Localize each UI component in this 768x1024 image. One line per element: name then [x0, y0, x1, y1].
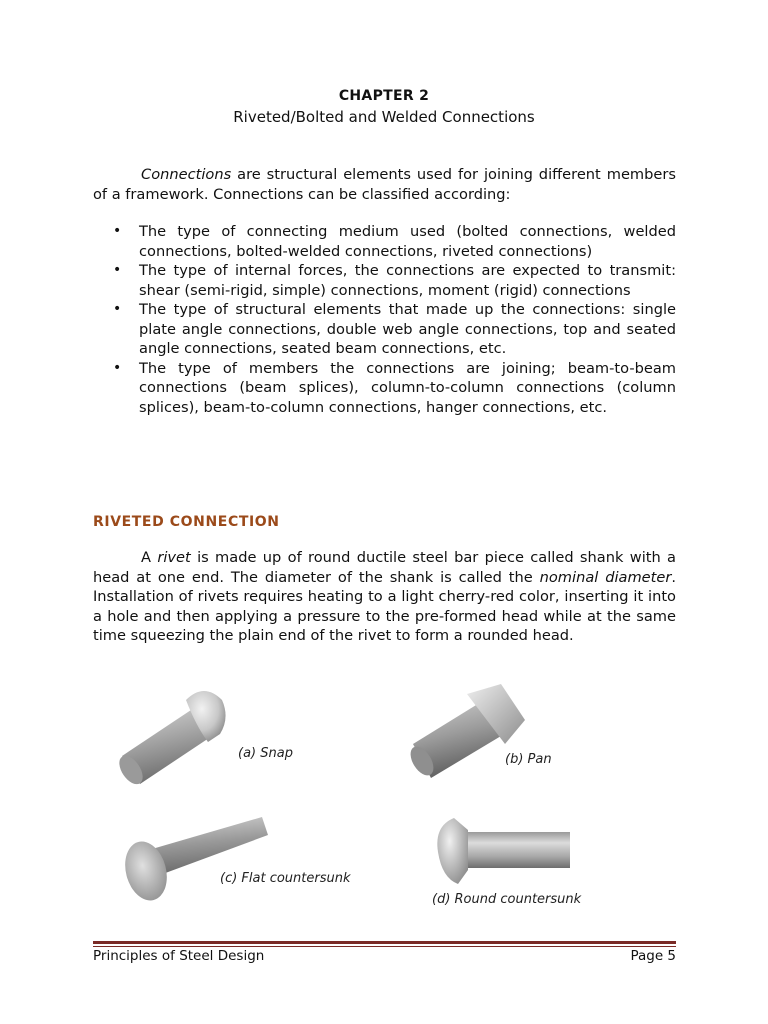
bullet-dot-icon: •: [113, 223, 122, 239]
footer-rule-thick: [93, 941, 676, 944]
chapter-title: Riveted/Bolted and Welded Connections: [233, 108, 535, 126]
chapter-label: CHAPTER 2: [338, 88, 430, 104]
bullet-dot-icon: •: [113, 359, 122, 376]
list-item: • The type of members the connections are joining; beam-to-beam connections (beam splices), column-to-column connections (column splices), beam-to-column connections, hanger connections, etc.: [113, 359, 676, 416]
intro-text: are structural elements used for joining different members of a framework. Connections can be classified according:: [93, 166, 676, 203]
list-item: • The type of internal forces, the connections are expected to transmit: shear (semi-rigid, simple) connections, moment (rigid) connections: [113, 262, 676, 299]
caption-round-countersunk: (d) Round countersunk: [432, 892, 582, 907]
classification-list: [93, 222, 676, 417]
round-countersunk-rivet-image: [432, 812, 572, 892]
rivet-term: rivet: [157, 549, 191, 566]
footer-rule-thin: [93, 946, 676, 947]
list-item: • The type of connecting medium used (bolted connections, welded connections, bolted-welded connections, riveted connections): [113, 223, 676, 260]
caption-pan: (b) Pan: [505, 752, 552, 767]
flat-countersunk-rivet-image: [122, 815, 272, 905]
page-number: Page 5: [630, 948, 676, 964]
caption-snap: (a) Snap: [238, 746, 293, 761]
list-item: • The type of structural elements that made up the connections: single plate angle connections, double web angle connections, top and seated angle connections, seated beam connections, etc.: [113, 301, 676, 357]
bullet-dot-icon: •: [113, 262, 122, 278]
bullet-dot-icon: •: [113, 301, 122, 317]
pan-rivet-image: [405, 682, 535, 792]
intro-term: Connections: [141, 166, 232, 183]
footer-book-title: Principles of Steel Design: [93, 948, 265, 964]
section-heading: RIVETED CONNECTION: [93, 514, 280, 530]
intro-paragraph: [93, 165, 676, 204]
rivet-paragraph: A rivet is made up of round ductile steel bar piece called shank with a head at one end. The diameter of the shank is called the nominal diameter. Installation of rivets requires heating to a light cherry-red color, inserting it into a hole and then applying a pressure to the pre-formed head while at the same time squeezing the plain end of the rivet to form a rounded head.: [93, 549, 676, 644]
caption-flat-countersunk: (c) Flat countersunk: [220, 871, 351, 886]
nominal-diameter-term: nominal diameter: [539, 568, 672, 586]
snap-rivet-image: [112, 686, 242, 796]
